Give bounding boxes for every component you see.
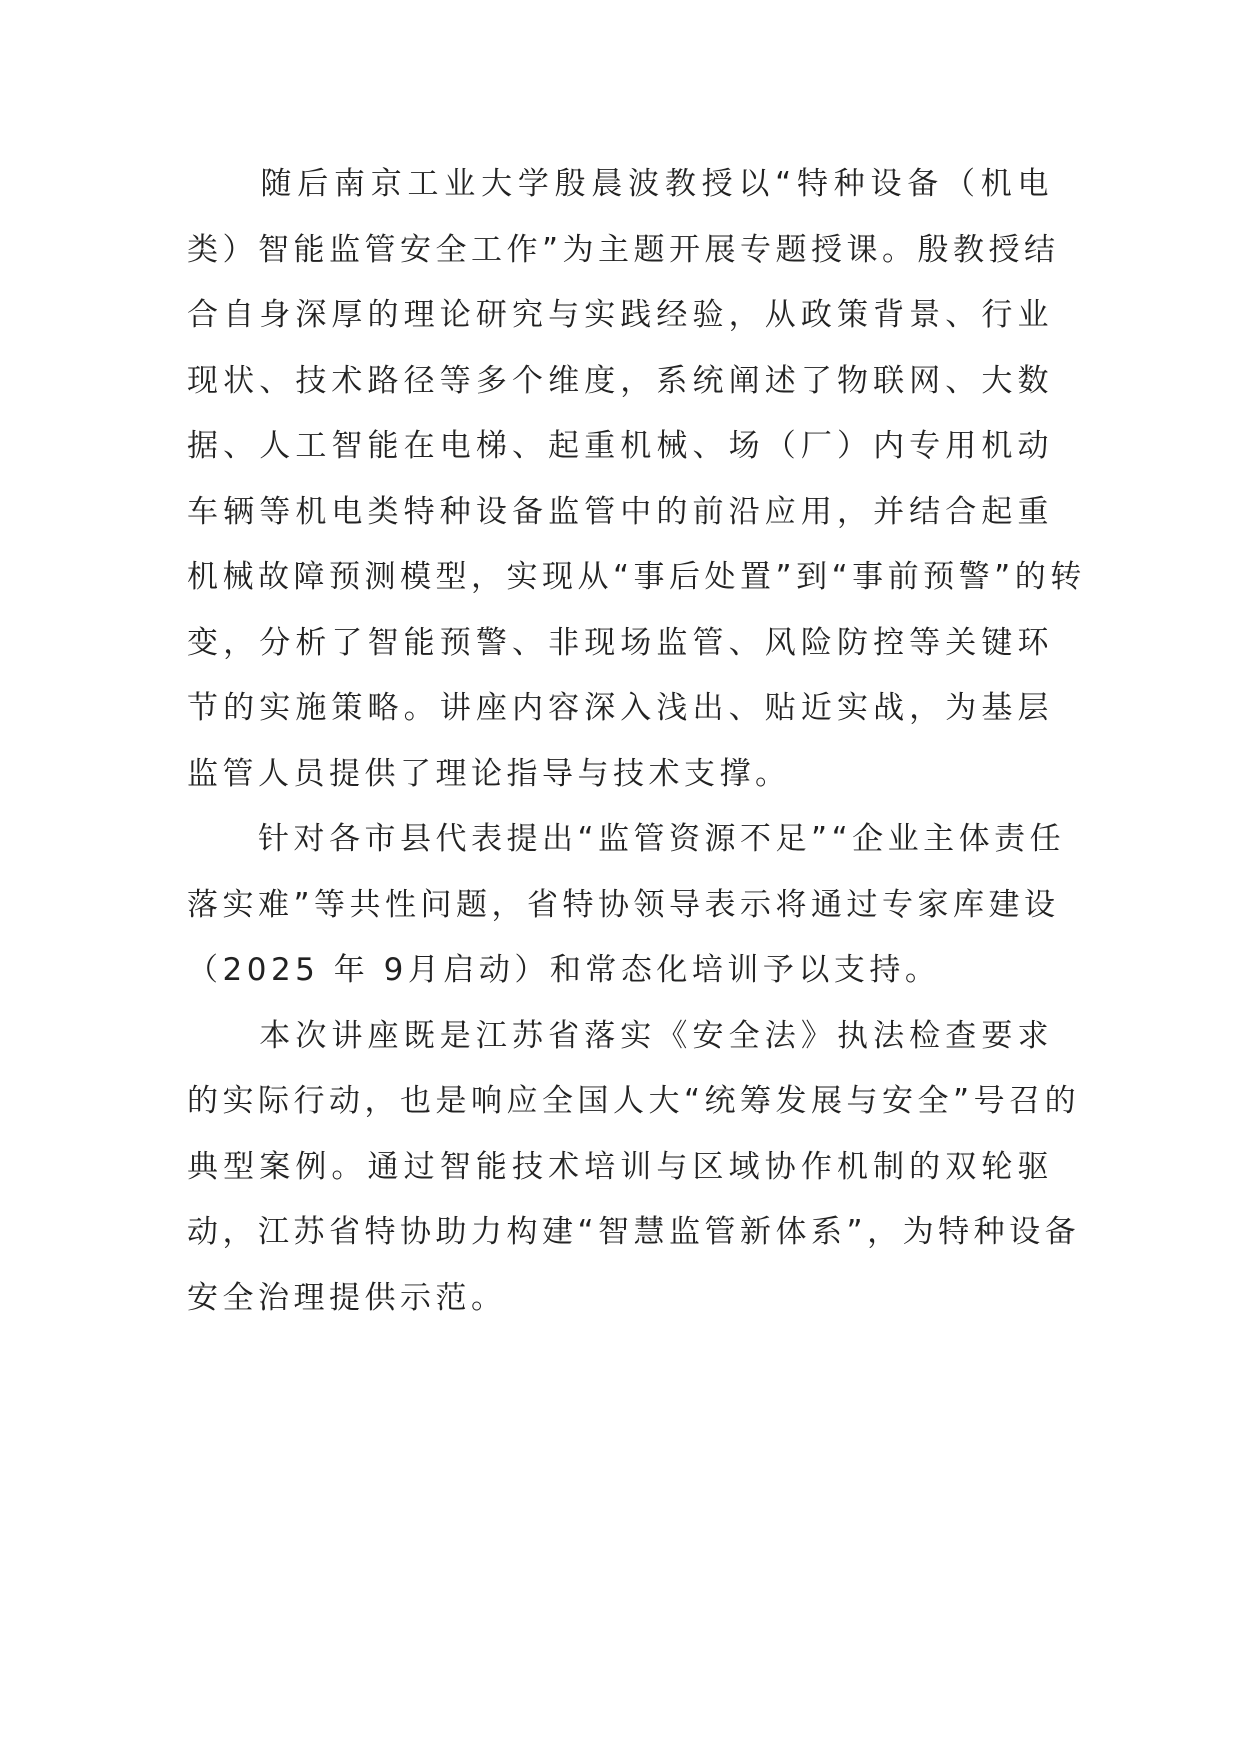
- text-line: 机械故障预测模型，实现从“事后处置”到“事前预警”的转: [187, 559, 1086, 595]
- text-line: 本次讲座既是江苏省落实《安全法》执法检查要求: [187, 1017, 1053, 1054]
- paragraph-support-measures: [187, 807, 1066, 1004]
- text-line: （2025 年 9月启动）和常态化培训予以支持。: [187, 952, 941, 988]
- text-line: 监管人员提供了理论指导与技术支撑。: [187, 755, 791, 792]
- text-line: 典型案例。通过智能技术培训与区域协作机制的双轮驱: [187, 1148, 1053, 1185]
- text-line: 安全治理提供示范。: [187, 1279, 507, 1316]
- text-line: 针对各市县代表提出“监管资源不足”“企业主体责任: [187, 821, 1066, 857]
- paragraph-lecture-summary: [187, 152, 1086, 807]
- paragraph-conclusion: [187, 1004, 1081, 1332]
- text-line: 现状、技术路径等多个维度，系统阐述了物联网、大数: [187, 362, 1053, 399]
- text-line: 据、人工智能在电梯、起重机械、场（厂）内专用机动: [187, 428, 1053, 464]
- text-line: 落实难”等共性问题，省特协领导表示将通过专家库建设: [187, 886, 1060, 923]
- text-line: 动，江苏省特协助力构建“智慧监管新体系”，为特种设备: [187, 1214, 1081, 1250]
- text-line: 随后南京工业大学殷晨波教授以“特种设备（机电: [187, 166, 1053, 202]
- article-body: [187, 152, 1086, 1331]
- text-line: 的实际行动，也是响应全国人大“统筹发展与安全”号召的: [187, 1083, 1081, 1119]
- text-line: 车辆等机电类特种设备监管中的前沿应用，并结合起重: [187, 493, 1053, 530]
- text-line: 节的实施策略。讲座内容深入浅出、贴近实战，为基层: [187, 690, 1053, 726]
- text-line: 合自身深厚的理论研究与实践经验，从政策背景、行业: [187, 297, 1053, 333]
- text-line: 变，分析了智能预警、非现场监管、风险防控等关键环: [187, 624, 1053, 661]
- text-line: 类）智能监管安全工作”为主题开展专题授课。殷教授结: [187, 231, 1060, 268]
